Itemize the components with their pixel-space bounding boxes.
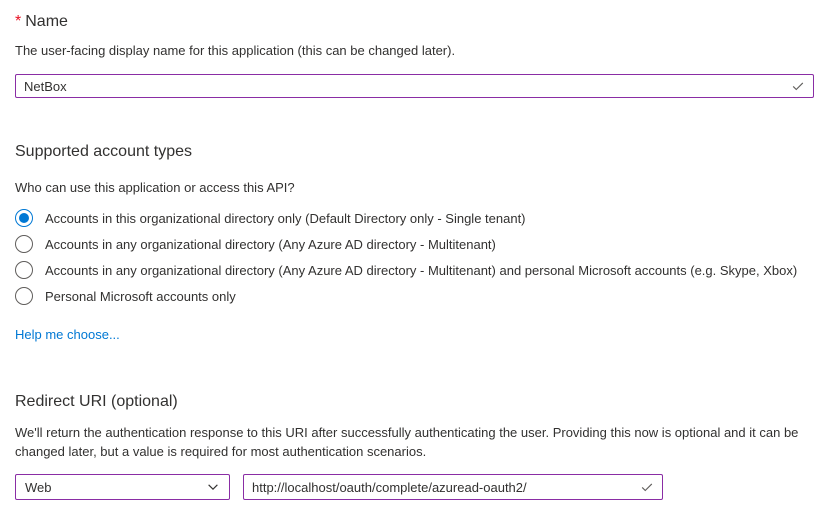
radio-button-icon[interactable] <box>15 287 33 305</box>
account-type-option-label: Accounts in any organizational directory (Any Azure AD directory - Multitenant) <box>45 236 496 252</box>
name-section-heading <box>15 12 814 31</box>
uri-input-wrap <box>243 474 663 500</box>
account-type-option[interactable] <box>15 231 814 257</box>
redirect-uri-heading: Redirect URI (optional) <box>15 393 178 410</box>
radio-button-icon[interactable] <box>15 235 33 253</box>
chevron-down-icon <box>206 480 220 494</box>
help-me-choose-link[interactable]: Help me choose... <box>15 327 120 342</box>
redirect-uri-description: We'll return the authentication response to this URI after successfully authenticating the user. Providing this now is optional and it can be changed later, but a value is required for most authentication scenarios. <box>15 425 799 459</box>
account-types-question: Who can use this application or access this API? <box>15 180 295 195</box>
account-type-options <box>15 205 814 309</box>
radio-button-icon[interactable] <box>15 209 33 227</box>
name-label: Name <box>25 13 68 30</box>
account-types-heading: Supported account types <box>15 143 193 160</box>
account-type-option[interactable] <box>15 283 814 309</box>
account-type-option-label: Accounts in this organizational directory only (Default Directory only - Single tenant) <box>45 210 526 226</box>
account-type-option-label: Personal Microsoft accounts only <box>45 288 236 304</box>
radio-button-icon[interactable] <box>15 261 33 279</box>
platform-select-value: Web <box>25 479 52 495</box>
account-type-option-label: Accounts in any organizational directory (Any Azure AD directory - Multitenant) and personal Microsoft accounts (e.g. Skype, Xbox) <box>45 262 798 278</box>
redirect-uri-row <box>15 474 814 500</box>
account-type-option[interactable] <box>15 205 814 231</box>
name-input-wrap <box>15 74 814 98</box>
name-description: The user-facing display name for this application (this can be changed later). <box>15 43 456 58</box>
platform-select[interactable] <box>15 474 230 500</box>
name-input[interactable] <box>15 74 814 98</box>
redirect-uri-input[interactable] <box>243 474 663 500</box>
account-type-option[interactable] <box>15 257 814 283</box>
required-asterisk: * <box>15 13 22 30</box>
